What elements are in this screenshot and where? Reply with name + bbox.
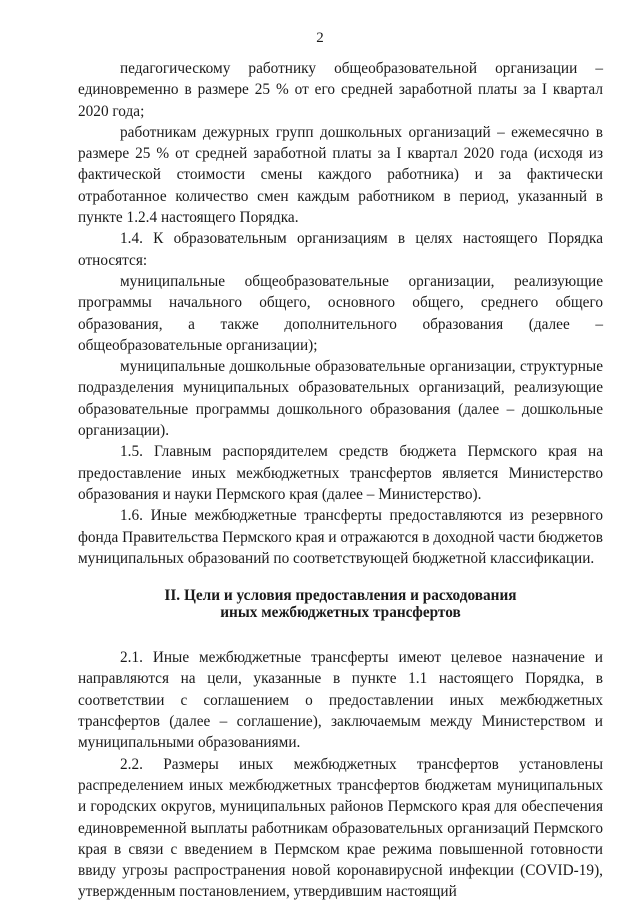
section-heading-line: II. Цели и условия предоставления и расходования [164, 587, 517, 605]
paragraph: педагогическому работнику общеобразовательной организации – единовременно в размере 25 % от его средней заработной платы за I квартал 2020 года; [78, 60, 603, 120]
paragraph: 1.5. Главным распорядителем средств бюджета Пермского края на предоставление иных межбюджетных трансфертов является Министерство образования и науки Пермского края (далее – Министерство). [78, 443, 603, 503]
paragraph: 2.2. Размеры иных межбюджетных трансфертов установлены распределением иных межбюджетных трансфертов бюджетам муниципальных и городских округов, муниципальных районов Пермского края для обеспечения единовременной выплаты работникам образовательных организаций Пермского края в связи с введением в Пермском крае режима повышенной готовности ввиду угрозы распространения новой коронавирусной инфекции (COVID-19), утвержденным постановлением, утвердившим настоящий [78, 755, 603, 901]
paragraph: муниципальные дошкольные образовательные организации, структурные подразделения муниципальных образовательных организаций, реализующие образовательные программы дошкольного образования (далее – дошкольные организации). [78, 358, 603, 440]
paragraph: 2.1. Иные межбюджетные трансферты имеют целевое назначение и направляются на цели, указанные в пункте 1.1 настоящего Порядка, в соответствии с соглашением о предоставлении иных межбюджетных трансфертов (далее – соглашение), заключаемым между Министерством и муниципальными образованиями. [78, 649, 603, 752]
document-body [78, 58, 603, 903]
paragraph: муниципальные общеобразовательные организации, реализующие программы начального общего, основного общего, среднего общего образования, а также дополнительного образования (далее – общеобразовательные организации); [78, 272, 603, 354]
section-heading [78, 588, 603, 621]
paragraph: 1.4. К образовательным организациям в целях настоящего Порядка относятся: [78, 230, 603, 269]
page-number: 2 [316, 30, 324, 46]
paragraph: 1.6. Иные межбюджетные трансферты предоставляются из резервного фонда Правительства Пермского края и отражаются в доходной части бюджетов муниципальных образований по соответствующей бюджетной классификации. [78, 507, 603, 567]
paragraph: работникам дежурных групп дошкольных организаций – ежемесячно в размере 25 % от средней заработной платы за I квартал 2020 года (исходя из фактической стоимости смены каждого работника) и за фактически отработанное количество смен каждым работником в период, указанный в пункте 1.2.4 настоящего Порядка. [78, 123, 603, 227]
section-heading-line: иных межбюджетных трансфертов [220, 603, 461, 621]
